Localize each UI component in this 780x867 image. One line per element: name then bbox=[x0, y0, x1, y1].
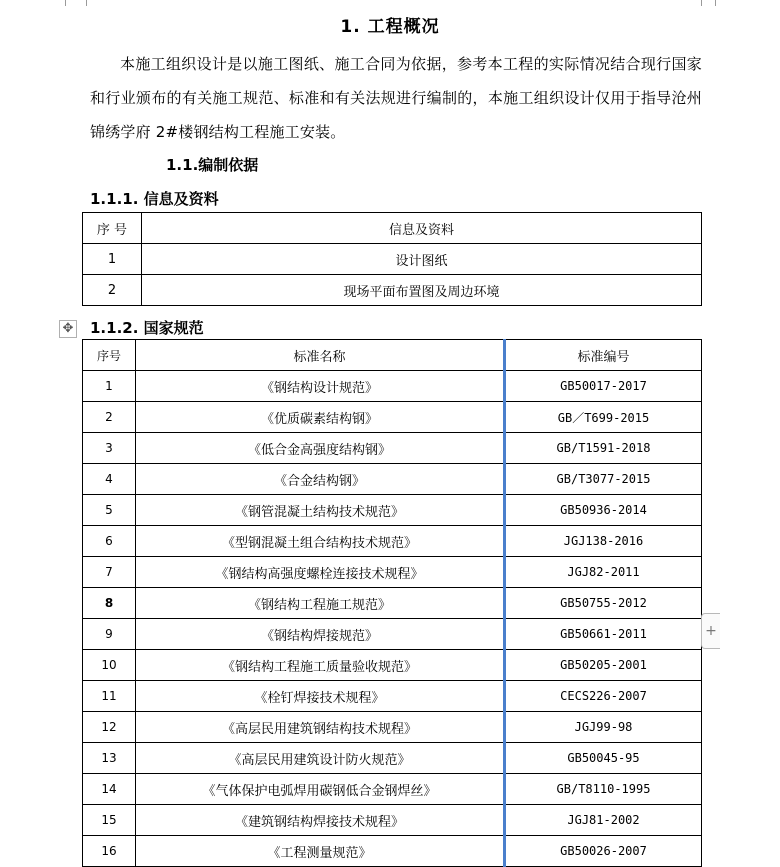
cell-name: 《钢结构设计规范》 bbox=[136, 371, 505, 402]
table-row bbox=[83, 805, 702, 836]
cell-code: GB/T1591-2018 bbox=[505, 433, 702, 464]
header-name: 标准名称 bbox=[136, 340, 505, 371]
table-row bbox=[83, 464, 702, 495]
cell-name: 《型钢混凝土组合结构技术规范》 bbox=[136, 526, 505, 557]
cell-no: 4 bbox=[83, 464, 136, 495]
cell-code: JGJ81-2002 bbox=[505, 805, 702, 836]
cell-name: 《合金结构钢》 bbox=[136, 464, 505, 495]
subsection-heading-info: 1.1.1. 信息及资料 bbox=[90, 190, 219, 208]
table-row bbox=[83, 244, 702, 275]
intro-paragraph: 本施工组织设计是以施工图纸、施工合同为依据，参考本工程的实际情况结合现行国家和行业颁布的有关施工规范、标准和有关法规进行编制的，本施工组织设计仅用于指导沧州锦绣学府 2#楼钢结构工程施工安装。 bbox=[90, 55, 702, 141]
header-no: 序 号 bbox=[83, 213, 142, 244]
cell-code: GB/T3077-2015 bbox=[505, 464, 702, 495]
table-row bbox=[83, 588, 702, 619]
add-row-plus-icon[interactable]: + bbox=[701, 613, 720, 649]
crop-mark-left-outer bbox=[65, 0, 66, 6]
cell-no: 3 bbox=[83, 433, 136, 464]
cell-info: 现场平面布置图及周边环境 bbox=[142, 275, 702, 306]
section-heading: 1.1.编制依据 bbox=[166, 156, 259, 174]
cell-code: CECS226-2007 bbox=[505, 681, 702, 712]
cell-name: 《建筑钢结构焊接技术规程》 bbox=[136, 805, 505, 836]
cell-no: 10 bbox=[83, 650, 136, 681]
cell-code: GB50205-2001 bbox=[505, 650, 702, 681]
table-row bbox=[83, 495, 702, 526]
cell-name: 《高层民用建筑设计防火规范》 bbox=[136, 743, 505, 774]
crop-mark-right-outer bbox=[715, 0, 716, 6]
cell-code: GB50661-2011 bbox=[505, 619, 702, 650]
cell-no: 2 bbox=[83, 275, 142, 306]
cell-name: 《优质碳素结构钢》 bbox=[136, 402, 505, 433]
cell-code: GB50045-95 bbox=[505, 743, 702, 774]
cell-no: 13 bbox=[83, 743, 136, 774]
cell-info: 设计图纸 bbox=[142, 244, 702, 275]
header-info: 信息及资料 bbox=[142, 213, 702, 244]
cell-no: 14 bbox=[83, 774, 136, 805]
document-title: 1. 工程概况 bbox=[340, 17, 440, 37]
cell-no: 7 bbox=[83, 557, 136, 588]
header-code: 标准编号 bbox=[505, 340, 702, 371]
cell-code: JGJ138-2016 bbox=[505, 526, 702, 557]
table-row bbox=[83, 712, 702, 743]
cell-code: GB50936-2014 bbox=[505, 495, 702, 526]
table-row bbox=[83, 402, 702, 433]
table-row bbox=[83, 371, 702, 402]
cell-name: 《低合金高强度结构钢》 bbox=[136, 433, 505, 464]
crop-mark-right-inner bbox=[701, 0, 702, 6]
cell-no: 16 bbox=[83, 836, 136, 867]
table-row bbox=[83, 433, 702, 464]
crop-mark-left-inner bbox=[86, 0, 87, 6]
cell-name: 《工程测量规范》 bbox=[136, 836, 505, 867]
table-row bbox=[83, 619, 702, 650]
cell-code: JGJ82-2011 bbox=[505, 557, 702, 588]
cell-no: 11 bbox=[83, 681, 136, 712]
cell-no: 2 bbox=[83, 402, 136, 433]
cell-no: 12 bbox=[83, 712, 136, 743]
cell-no: 6 bbox=[83, 526, 136, 557]
cell-no: 8 bbox=[83, 588, 136, 619]
info-table bbox=[82, 212, 702, 306]
cell-code: GB50755-2012 bbox=[505, 588, 702, 619]
table-move-handle-icon[interactable]: ✥ bbox=[59, 320, 77, 338]
cell-no: 1 bbox=[83, 244, 142, 275]
subsection-heading-standards: 1.1.2. 国家规范 bbox=[90, 319, 204, 337]
cell-name: 《钢结构工程施工规范》 bbox=[136, 588, 505, 619]
cell-code: GB50026-2007 bbox=[505, 836, 702, 867]
cell-no: 15 bbox=[83, 805, 136, 836]
cell-name: 《高层民用建筑钢结构技术规程》 bbox=[136, 712, 505, 743]
cell-code: GB50017-2017 bbox=[505, 371, 702, 402]
table-header-row bbox=[83, 340, 702, 371]
cell-code: GB/T8110-1995 bbox=[505, 774, 702, 805]
cell-no: 1 bbox=[83, 371, 136, 402]
table-row bbox=[83, 743, 702, 774]
cell-name: 《钢结构工程施工质量验收规范》 bbox=[136, 650, 505, 681]
cell-code: JGJ99-98 bbox=[505, 712, 702, 743]
table-row bbox=[83, 681, 702, 712]
table-row bbox=[83, 650, 702, 681]
standards-table bbox=[82, 339, 702, 867]
header-no: 序号 bbox=[83, 340, 136, 371]
cell-name: 《栓钉焊接技术规程》 bbox=[136, 681, 505, 712]
table-row bbox=[83, 526, 702, 557]
cell-name: 《钢结构焊接规范》 bbox=[136, 619, 505, 650]
cell-no: 9 bbox=[83, 619, 136, 650]
table-header-row bbox=[83, 213, 702, 244]
cell-no: 5 bbox=[83, 495, 136, 526]
cell-name: 《钢结构高强度螺栓连接技术规程》 bbox=[136, 557, 505, 588]
cell-name: 《钢管混凝土结构技术规范》 bbox=[136, 495, 505, 526]
cell-code: GB／T699-2015 bbox=[505, 402, 702, 433]
table-row bbox=[83, 275, 702, 306]
table-row bbox=[83, 557, 702, 588]
table-row bbox=[83, 774, 702, 805]
table-row bbox=[83, 836, 702, 867]
cell-name: 《气体保护电弧焊用碳钢低合金钢焊丝》 bbox=[136, 774, 505, 805]
